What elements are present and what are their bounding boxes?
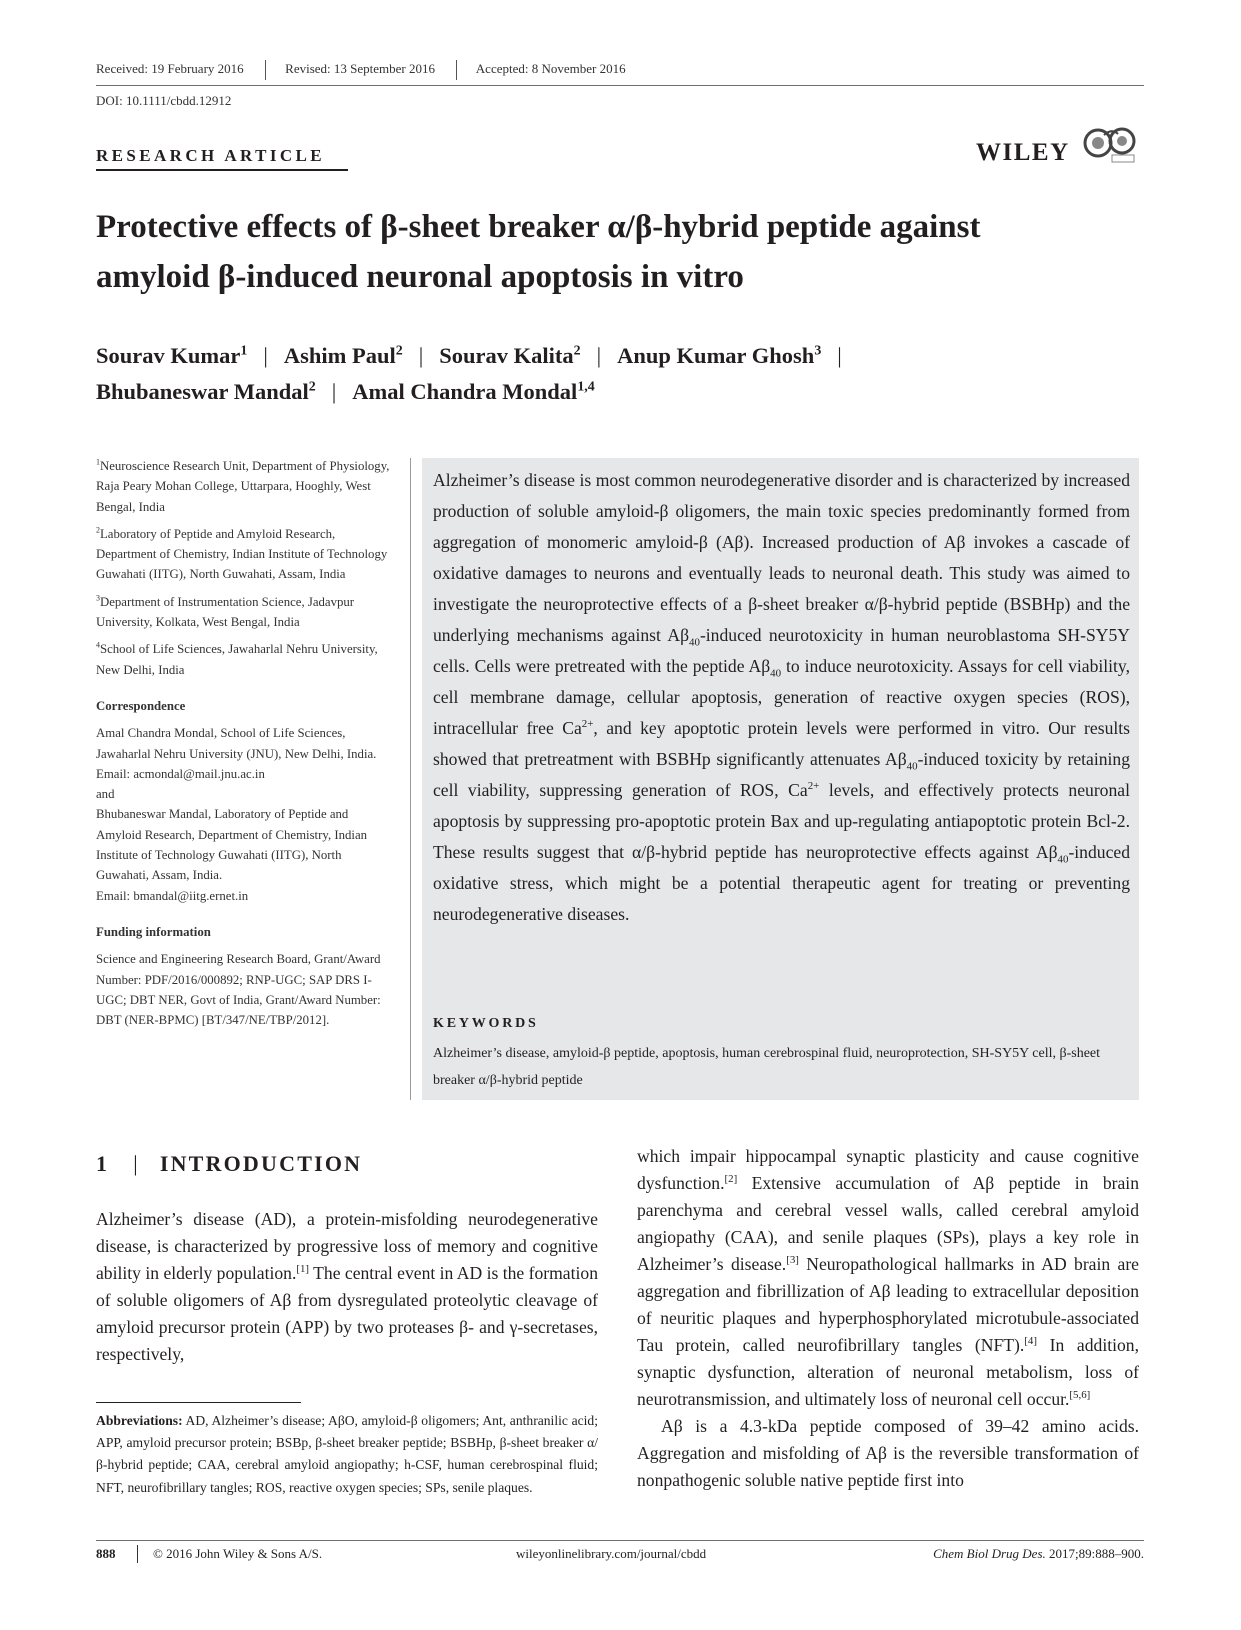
footnote-rule — [96, 1402, 301, 1403]
citation-ref[interactable]: [5,6] — [1069, 1389, 1091, 1402]
funding-heading: Funding information — [96, 924, 211, 939]
citation-details: 2017;89:888–900. — [1045, 1546, 1144, 1561]
page-number: 888 — [96, 1546, 116, 1561]
affiliation-text: School of Life Sciences, Jawaharlal Nehru University, New Delhi, India — [96, 642, 378, 677]
author-name: Bhubaneswar Mandal — [96, 379, 309, 404]
section-heading — [96, 1151, 362, 1177]
correspondence-line: Amal Chandra Mondal, School of Life Sciences, Jawaharlal Nehru University (JNU), New Delhi, India. — [96, 726, 377, 761]
section-number: 1 — [96, 1151, 110, 1176]
author-name: Sourav Kalita — [439, 343, 574, 368]
footer-divider — [137, 1545, 138, 1563]
intro-paragraph: Aβ is a 4.3-kDa peptide composed of 39–42 amino acids. Aggregation and misfolding of Aβ is the reversible transformation of nonpathogenic soluble native peptide first into — [637, 1416, 1139, 1490]
author-name: Anup Kumar Ghosh — [617, 343, 815, 368]
author-divider: | — [263, 343, 268, 368]
affiliation — [96, 524, 390, 585]
correspondence-email[interactable]: Email: acmondal@mail.jnu.ac.in — [96, 766, 265, 781]
author-affiliation-mark: 2 — [308, 379, 316, 395]
affiliation — [96, 592, 390, 633]
author-list — [96, 338, 1156, 410]
intro-column-right — [637, 1143, 1139, 1494]
article-type: RESEARCH ARTICLE — [96, 146, 326, 165]
author-divider: | — [331, 379, 337, 404]
abbreviations-footnote — [96, 1410, 598, 1499]
abbreviations-label: Abbreviations: — [96, 1413, 183, 1428]
article-type-underline — [96, 169, 348, 171]
author-affiliation-mark: 1 — [240, 343, 248, 359]
date-divider — [456, 60, 457, 80]
citation-ref[interactable]: [1] — [296, 1263, 310, 1276]
correspondence-email[interactable]: Email: bmandal@iitg.ernet.in — [96, 888, 249, 903]
affiliation-text: Neuroscience Research Unit, Department of Physiology, Raja Peary Mohan College, Uttarpara, Hooghly, West Bengal, India — [96, 459, 390, 514]
affiliation-column — [96, 456, 390, 1030]
header-rule — [96, 85, 1144, 86]
correspondence-line: and — [96, 787, 115, 802]
revised-date: Revised: 13 September 2016 — [285, 60, 435, 76]
affiliation-text: Department of Instrumentation Science, Jadavpur University, Kolkata, West Bengal, India — [96, 594, 355, 630]
affiliation-number: 1 — [96, 457, 100, 467]
citation-ref[interactable]: [4] — [1024, 1335, 1038, 1348]
section-divider: | — [133, 1151, 140, 1176]
abstract-divider — [410, 458, 411, 1100]
author-name: Sourav Kumar — [96, 343, 241, 368]
copyright: © 2016 John Wiley & Sons A/S. — [153, 1546, 323, 1561]
citation-ref[interactable]: [2] — [724, 1173, 738, 1186]
journal-name: Chem Biol Drug Des. — [933, 1546, 1046, 1561]
author-affiliation-mark: 1,4 — [577, 379, 595, 395]
correspondence-heading: Correspondence — [96, 698, 186, 713]
author-name: Ashim Paul — [283, 343, 396, 368]
affiliation — [96, 456, 390, 517]
correspondence-line: Bhubaneswar Mandal, Laboratory of Peptide and Amyloid Research, Department of Chemistry, Indian Institute of Technology Guwahati (IITG), North Guwahati, Assam, India. — [96, 807, 368, 883]
footer-rule — [96, 1540, 1144, 1541]
abstract-text: Alzheimer’s disease is most common neurodegenerative disorder and is characterized by increased production of soluble amyloid-β oligomers, the main toxic species predominantly formed from aggregation of monomeric amyloid-β (Aβ). Increased production of Aβ invokes a cascade of oxidative damages to neurons and eventually leads to neuronal death. This study was aimed to investigate the neuroprotective effects of a β-sheet breaker α/β-hybrid peptide (BSBHp) and the underlying mechanisms against $A\beta_{40}$-induced neurotoxicity in human neuroblastoma SH-SY5Y cells. Cells were pretreated with the peptide $A\beta_{40}$ to induce neurotoxicity. Assays for cell viability, cell membrane damage, cellular apoptosis, generation of reactive oxygen species (ROS), intracellular free $Ca^{2+}$, and key apoptotic protein levels were performed in vitro. Our results showed that pretreatment with BSBHp significantly attenuates $A\beta_{40}$-induced toxicity by retaining cell viability, suppressing generation of ROS, $Ca^{2+}$ levels, and effectively protects neuronal apoptosis by suppressing pro-apoptotic protein Bax and up-regulating antiapoptotic protein Bcl-2. These results suggest that α/β-hybrid peptide has neuroprotective effects against $A\beta_{40}$-induced oxidative stress, which might be a potential therapeutic agent for treating or preventing neurodegenerative diseases. — [433, 470, 1130, 924]
author-divider: | — [596, 343, 602, 368]
journal-url[interactable]: wileyonlinelibrary.com/journal/cbdd — [516, 1546, 707, 1561]
affiliation — [96, 639, 390, 680]
affiliation-number: 4 — [96, 641, 100, 651]
author-name: Amal Chandra Mondal — [352, 379, 578, 404]
intro-paragraph: which impair hippocampal synaptic plasticity and cause cognitive dysfunction.[2] Extensive accumulation of Aβ peptide in brain parenchyma and cerebral vessel walls, called cerebral amyloid angiopathy (CAA), and senile plaques (SPs), plays a key role in Alzheimer’s disease.[3] Neuropathological hallmarks in AD brain are aggregation and fibrillization of Aβ leading to extracellular deposition of neuritic plaques and hyperphosphorylated microtubule-associated Tau protein, called neurofibrillary tangles (NFT).[4] In addition, synaptic dysfunction, alteration of neuronal metabolism, loss of neurotransmission, and ultimately loss of neuronal cell occur.[5,6] — [637, 1146, 1139, 1409]
accepted-date: Accepted: 8 November 2016 — [475, 60, 626, 76]
received-date: Received: 19 February 2016 — [96, 60, 244, 76]
date-divider — [265, 60, 266, 80]
doi: DOI: 10.1111/cbdd.12912 — [96, 93, 232, 108]
citation-ref[interactable]: [3] — [786, 1254, 799, 1267]
journal-citation — [900, 1546, 1144, 1562]
author-divider: | — [418, 343, 424, 368]
author-divider: | — [837, 343, 842, 368]
author-affiliation-mark: 2 — [573, 343, 581, 359]
publisher-logo-text: WILEY — [976, 139, 1070, 166]
title-line-1: Protective effects of β-sheet breaker α/β-hybrid peptide against — [96, 209, 981, 245]
title-line-2: amyloid β-induced neuronal apoptosis in vitro — [96, 259, 744, 295]
article-dates — [96, 60, 626, 80]
funding-text: Science and Engineering Research Board, Grant/Award Number: PDF/2016/000892; RNP-UGC; SAP DRS I-UGC; DBT NER, Govt of India, Grant/Award Number: DBT (NER-BPMC) [BT/347/NE/TBP/2012]. — [96, 952, 381, 1028]
section-title: INTRODUCTION — [159, 1151, 363, 1176]
keywords-text: Alzheimer’s disease, amyloid-β peptide, apoptosis, human cerebrospinal fluid, neuroprotection, SH-SY5Y cell, β-sheet breaker α/β-hybrid peptide — [433, 1046, 1101, 1088]
affiliation-text: Laboratory of Peptide and Amyloid Research, Department of Chemistry, Indian Institute of Technology Guwahati (IITG), North Guwahati, Assam, India — [96, 526, 388, 582]
keywords-heading: KEYWORDS — [433, 1016, 539, 1031]
intro-column-left: Alzheimer’s disease (AD), a protein-misfolding neurodegenerative disease, is characterized by progressive loss of memory and cognitive ability in elderly population.[1] The central event in AD is the formation of soluble oligomers of Aβ from dysregulated proteolytic cleavage of amyloid precursor protein (APP) by two proteases β- and γ-secretases, respectively, — [96, 1209, 598, 1364]
article-title — [96, 202, 1156, 302]
abbreviations-text: AD, Alzheimer’s disease; AβO, amyloid-β oligomers; Ant, anthranilic acid; APP, amyloid precursor protein; BSBp, β-sheet breaker peptide; BSBHp, β-sheet breaker α/β-hybrid peptide; CAA, cerebral amyloid angiopathy; h-CSF, human cerebrospinal fluid; NFT, neurofibrillary tangles; ROS, reactive oxygen species; SPs, senile plaques. — [96, 1413, 598, 1495]
journal-logo-icon — [1082, 126, 1144, 164]
affiliation-number: 3 — [96, 593, 100, 603]
affiliation-number: 2 — [96, 525, 100, 535]
author-affiliation-mark: 2 — [395, 343, 403, 359]
author-affiliation-mark: 3 — [814, 343, 822, 359]
